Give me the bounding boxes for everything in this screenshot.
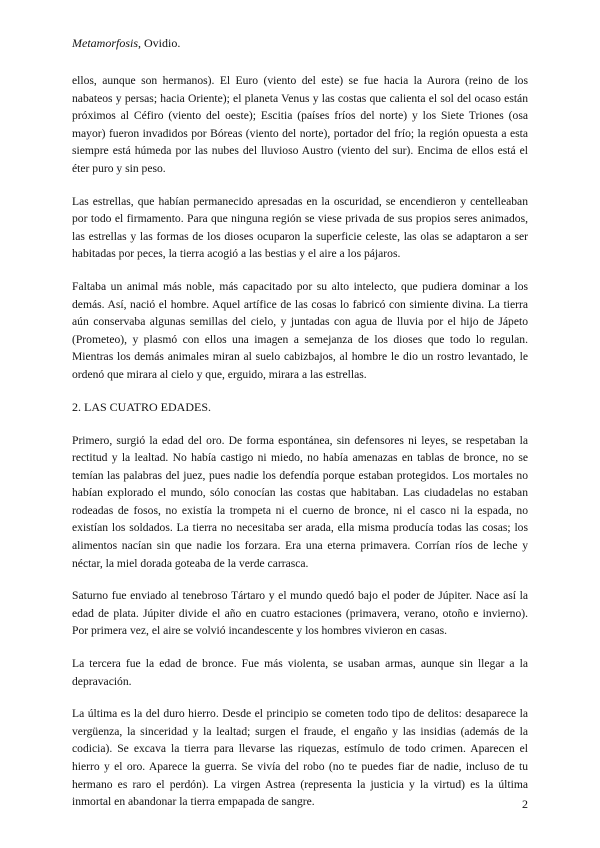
paragraph-iron-age: La última es la del duro hierro. Desde el principio se cometen todo tipo de delitos: desaparece la vergüenza, la sinceridad y la lealtad; surgen el fraude, el engaño y las insidias (además de la codicia). Se excava la tierra para llevarse las riquezas, estímulo de todo crimen. Aparecen el hierro y el oro. Aparece la guerra. Se vivía del robo (no te puedes fiar de nadie, incluso de tu hermano es raro el perdón). La virgen Astrea (representa la justicia y la virtud) es la última inmortal en abandonar la tierra empapada de sangre. <box>72 707 528 809</box>
paragraph-man: Faltaba un animal más noble, más capacitado por su alto intelecto, que pudiera dominar a los demás. Así, nació el hombre. Aquel artífice de las cosas lo fabricó con simiente divina. La tierra aún conservaba algunas semillas del cielo, y juntadas con agua de lluvia por el hijo de Jápeto (Prometeo), y plasmó con ellos una imagen a semejanza de los dioses que todo lo regulan. Mientras los demás animales miran al suelo cabizbajos, al hombre le dio un rostro levantado, le ordenó que mirara al cielo y que, erguido, mirara a las estrellas. <box>72 279 528 381</box>
paragraph-bronze-age: La tercera fue la edad de bronce. Fue más violenta, se usaban armas, aunque sin llegar a la depravación. <box>72 657 528 688</box>
section-heading: 2. LAS CUATRO EDADES. <box>72 399 212 414</box>
paragraph-winds: ellos, aunque son hermanos). El Euro (viento del este) se fue hacia la Aurora (reino de los nabateos y persas; hacia Oriente); el planeta Venus y las costas que calienta el sol del ocaso están próximos al Céfiro (viento del oeste); Escitia (países fríos del norte) y los Siete Triones (osa mayor) fueron invadidos por Bóreas (viento del norte), portador del frío; la región opuesta a esta siempre está húmeda por las nubes del lluvioso Austro (viento del sur). Encima de ellos está el éter puro y sin peso. <box>72 74 528 175</box>
paragraph-silver-age: Saturno fue enviado al tenebroso Tártaro y el mundo quedó bajo el poder de Júpiter. Nace así la edad de plata. Júpiter divide el año en cuatro estaciones (primavera, verano, otoño e invierno). Por primera vez, el aire se volvió incandescente y los hombres vivieron en casas. <box>72 589 528 638</box>
work-title: Metamorfosis <box>72 36 138 50</box>
paragraph-gold-age: Primero, surgió la edad del oro. De forma espontánea, sin defensores ni leyes, se respetaban la rectitud y la lealtad. No había castigo ni miedo, no había amenazas en tablas de bronce, no se temían las palabras del juez, pues nadie los defendía porque estaban protegidos. Los mortales no habían explorado el mundo, sólo conocían las costas que habitaban. Las ciudadelas no estaban rodeadas de fosos, no existía la trompeta ni el cuerno de bronce, ni el casco ni la espada, no existían los soldados. La tierra no necesitaba ser arada, ella misma producía todas las cosas; los alimentos nacían sin que nadie los forzara. Era una eterna primavera. Corrían ríos de leche y néctar, la miel dorada goteaba de la verde carrasca. <box>72 433 528 570</box>
page-number: 2 <box>522 797 528 811</box>
author-name: , Ovidio. <box>138 36 181 50</box>
running-header <box>72 36 180 51</box>
paragraph-stars: Las estrellas, que habían permanecido apresadas en la oscuridad, se encendieron y centelleaban por todo el firmamento. Para que ninguna región se viese privada de sus propios seres animados, las estrellas y las formas de los dioses ocuparon la superficie celeste, las olas se adaptaron a ser habitadas por peces, la tierra acogió a las bestias y el aire a los pájaros. <box>72 194 528 261</box>
page-body <box>72 72 528 826</box>
